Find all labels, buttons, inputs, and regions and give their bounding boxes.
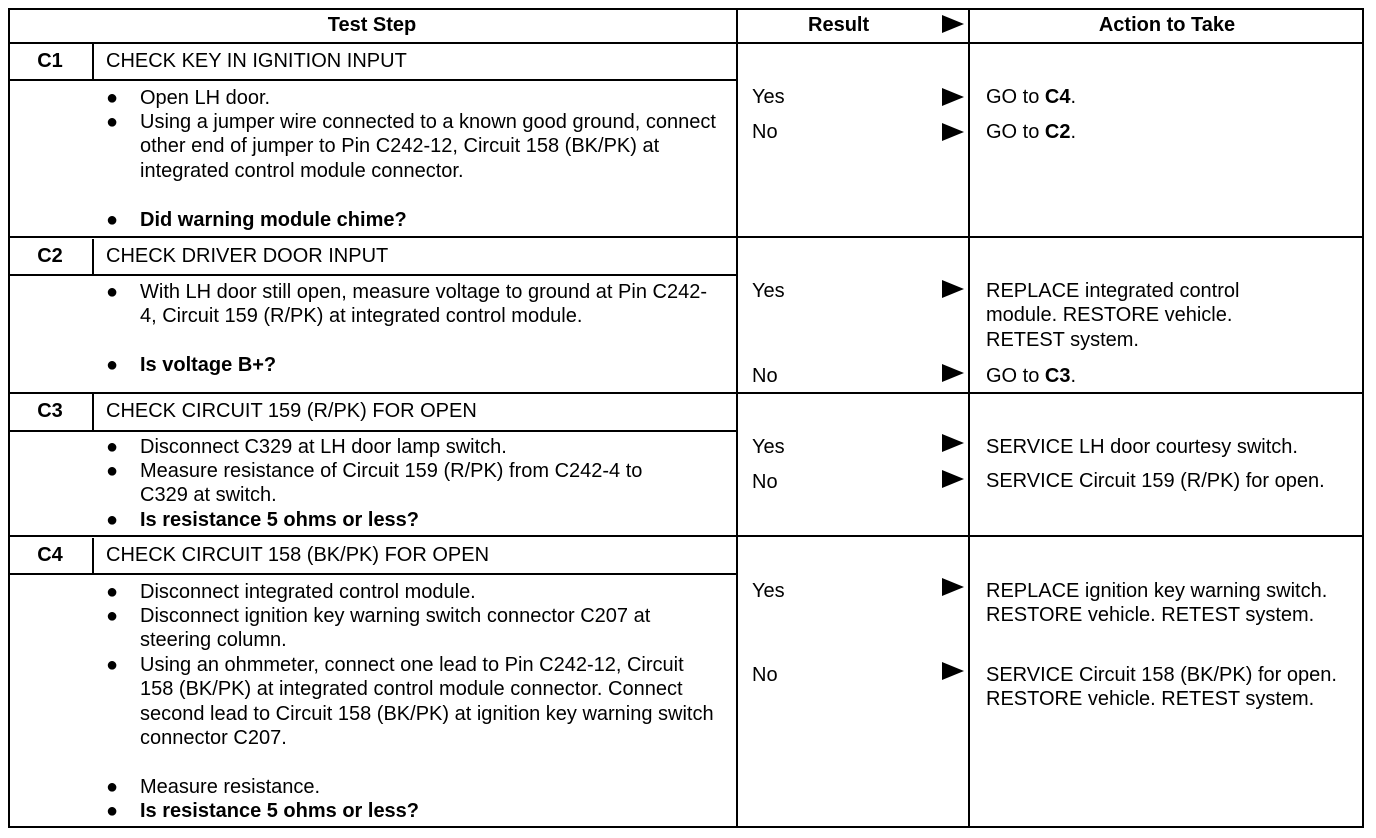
- header-test-step: Test Step: [327, 14, 417, 36]
- step-question: Is resistance 5 ohms or less?: [140, 509, 420, 531]
- bullet-icon: ●: [105, 111, 119, 133]
- step-id: C3: [37, 400, 63, 422]
- result-answer: No: [752, 121, 778, 143]
- bullet-icon: ●: [105, 87, 119, 109]
- step-instruction: With LH door still open, measure voltage to ground at Pin C242-4, Circuit 159 (R/PK) at integrated control module.: [140, 281, 707, 328]
- step-question: Is resistance 5 ohms or less?: [140, 800, 420, 822]
- step-instruction: Disconnect integrated control module.: [140, 581, 476, 603]
- arrow-icon: [942, 578, 964, 596]
- result-action: SERVICE Circuit 159 (R/PK) for open.: [986, 470, 1325, 492]
- result-action: REPLACE integrated control module. RESTORE vehicle. RETEST system.: [986, 280, 1240, 351]
- step-instruction: Measure resistance of Circuit 159 (R/PK) from C242-4 to C329 at switch.: [140, 460, 643, 507]
- bullet-icon: ●: [105, 354, 119, 376]
- title-rule: [8, 274, 736, 276]
- step-title: CHECK DRIVER DOOR INPUT: [106, 245, 389, 267]
- row-rule: [8, 392, 1364, 394]
- title-rule: [8, 573, 736, 575]
- step-instruction: Disconnect C329 at LH door lamp switch.: [140, 436, 507, 458]
- result-answer: Yes: [752, 580, 785, 602]
- result-answer: Yes: [752, 86, 785, 108]
- header-action: Action to Take: [1098, 14, 1236, 36]
- step-instruction: Open LH door.: [140, 87, 271, 109]
- id-divider: [92, 239, 94, 275]
- step-title: CHECK KEY IN IGNITION INPUT: [106, 50, 407, 72]
- result-action: GO to C4.: [986, 86, 1077, 108]
- step-instruction: Measure resistance.: [140, 776, 321, 798]
- result-action: GO to C2.: [986, 121, 1077, 143]
- step-id: C4: [37, 544, 63, 566]
- bullet-icon: ●: [105, 509, 119, 531]
- result-action: GO to C3.: [986, 365, 1077, 387]
- id-divider: [92, 538, 94, 574]
- arrow-icon: [942, 123, 964, 141]
- bullet-icon: ●: [105, 776, 119, 798]
- result-answer: Yes: [752, 436, 785, 458]
- step-instruction: Using a jumper wire connected to a known good ground, connect other end of jumper to Pin C242-12, Circuit 158 (BK/PK) at integrated control module connector.: [140, 111, 716, 182]
- header-result: Result: [808, 14, 870, 36]
- id-divider: [92, 394, 94, 430]
- arrow-icon: [942, 434, 964, 452]
- step-id: C2: [37, 245, 63, 267]
- result-action: SERVICE Circuit 158 (BK/PK) for open. RESTORE vehicle. RETEST system.: [986, 664, 1337, 711]
- bullet-icon: ●: [105, 605, 119, 627]
- step-instruction: Disconnect ignition key warning switch connector C207 at steering column.: [140, 605, 651, 652]
- result-answer: No: [752, 365, 778, 387]
- result-action: REPLACE ignition key warning switch. RESTORE vehicle. RETEST system.: [986, 580, 1328, 627]
- result-action: SERVICE LH door courtesy switch.: [986, 436, 1298, 458]
- title-rule: [8, 79, 736, 81]
- arrow-icon: [942, 280, 964, 298]
- bullet-icon: ●: [105, 436, 119, 458]
- row-rule: [8, 535, 1364, 537]
- arrow-icon: [942, 662, 964, 680]
- header-rule: [8, 42, 1364, 44]
- arrow-icon: [942, 470, 964, 488]
- column-divider: [736, 8, 738, 828]
- result-answer: No: [752, 471, 778, 493]
- step-title: CHECK CIRCUIT 159 (R/PK) FOR OPEN: [106, 400, 477, 422]
- result-answer: Yes: [752, 280, 785, 302]
- column-divider: [968, 8, 970, 828]
- step-question: Is voltage B+?: [140, 354, 277, 376]
- bullet-icon: ●: [105, 281, 119, 303]
- step-question: Did warning module chime?: [140, 209, 407, 231]
- result-answer: No: [752, 664, 778, 686]
- arrow-icon: [942, 15, 964, 33]
- id-divider: [92, 44, 94, 80]
- step-instruction: Using an ohmmeter, connect one lead to Pin C242-12, Circuit 158 (BK/PK) at integrated control module connector. Connect second lead to Circuit 158 (BK/PK) at ignition key warning switch connector C207.: [140, 654, 714, 749]
- bullet-icon: ●: [105, 581, 119, 603]
- step-id: C1: [37, 50, 63, 72]
- bullet-icon: ●: [105, 460, 119, 482]
- bullet-icon: ●: [105, 209, 119, 231]
- bullet-icon: ●: [105, 800, 119, 822]
- row-rule: [8, 236, 1364, 238]
- step-title: CHECK CIRCUIT 158 (BK/PK) FOR OPEN: [106, 544, 490, 566]
- title-rule: [8, 430, 736, 432]
- arrow-icon: [942, 88, 964, 106]
- bullet-icon: ●: [105, 654, 119, 676]
- arrow-icon: [942, 364, 964, 382]
